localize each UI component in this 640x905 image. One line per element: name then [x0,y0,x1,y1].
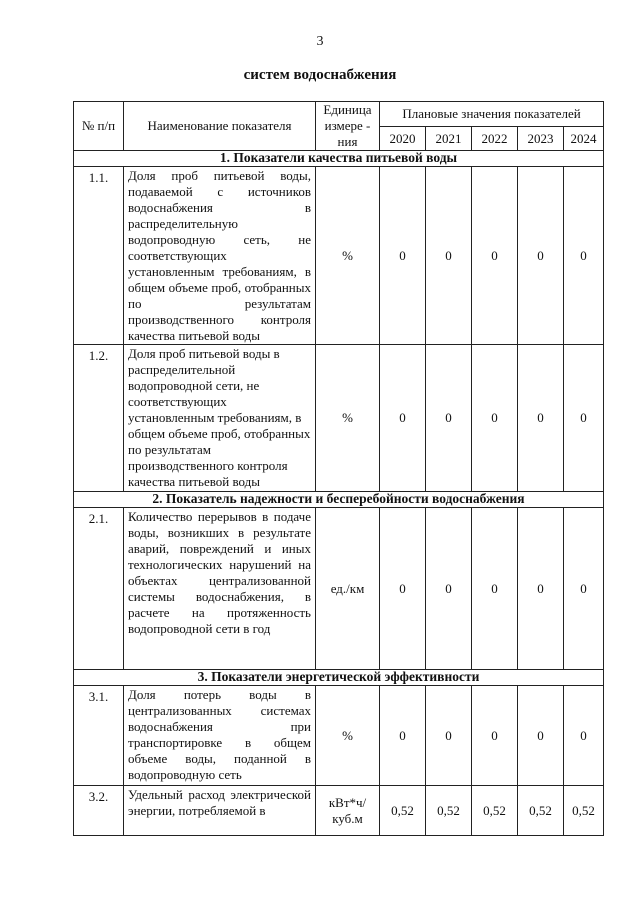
row-number: 3.1. [74,686,124,786]
row-value: 0,52 [472,786,518,836]
row-unit: ед./км [316,508,380,670]
row-value: 0 [472,345,518,492]
header-year: 2021 [426,127,472,151]
table-row [74,508,604,670]
row-value: 0,52 [518,786,564,836]
row-name: Количество перерывов в подаче воды, возникших в результате аварий, повреждений и иных технологических нарушений на объектах централизованной системы водоснабжения, в расчете на протяженность водопроводной сети в год [124,508,316,670]
row-number: 3.2. [74,786,124,836]
row-value: 0,52 [564,786,604,836]
row-value: 0 [518,167,564,345]
row-value: 0 [426,345,472,492]
section-title: 2. Показатель надежности и бесперебойности водоснабжения [74,492,604,508]
section-title: 3. Показатели энергетической эффективности [74,670,604,686]
header-year: 2024 [564,127,604,151]
header-plan: Плановые значения показателей [380,102,604,127]
row-unit: % [316,167,380,345]
row-value: 0 [564,686,604,786]
section-row [74,670,604,686]
row-value: 0 [380,167,426,345]
header-unit: Единица измере - ния [316,102,380,151]
row-name: Доля проб питьевой воды в распределительной водопроводной сети, не соответствующих установленным требованиям, в общем объеме проб, отобранных по результатам производственного контроля качества питьевой воды [124,345,316,492]
row-value: 0 [518,345,564,492]
row-unit: % [316,686,380,786]
row-value: 0 [380,345,426,492]
row-value: 0 [564,508,604,670]
row-name: Доля проб питьевой воды, подаваемой с источников водоснабжения в распределительную водопроводную сеть, не соответствующих установленным требованиям, в общем объеме проб, отобранных по результатам производственного контроля качества питьевой воды [124,167,316,345]
row-value: 0 [472,508,518,670]
row-value: 0 [518,508,564,670]
table-row [74,345,604,492]
row-unit: % [316,345,380,492]
header-year: 2023 [518,127,564,151]
row-number: 1.2. [74,345,124,492]
row-value: 0,52 [426,786,472,836]
row-value: 0 [472,167,518,345]
row-value: 0 [472,686,518,786]
table-row [74,167,604,345]
row-value: 0 [380,686,426,786]
header-num: № п/п [74,102,124,151]
row-name: Доля потерь воды в централизованных системах водоснабжения при транспортировке в общем объеме воды, поданной в водопроводную сеть [124,686,316,786]
table-row [74,786,604,836]
row-value: 0 [518,686,564,786]
row-value: 0 [426,508,472,670]
row-value: 0 [380,508,426,670]
row-unit: кВт*ч/ куб.м [316,786,380,836]
row-number: 2.1. [74,508,124,670]
row-value: 0 [564,345,604,492]
header-year: 2022 [472,127,518,151]
section-row [74,151,604,167]
row-value: 0,52 [380,786,426,836]
section-row [74,492,604,508]
indicators-table [73,101,604,836]
row-value: 0 [426,167,472,345]
row-name: Удельный расход электрической энергии, потребляемой в [124,786,316,836]
page-number: 3 [316,34,324,49]
header-year: 2020 [380,127,426,151]
row-number: 1.1. [74,167,124,345]
table-row [74,686,604,786]
section-title: 1. Показатели качества питьевой воды [74,151,604,167]
header-name: Наименование показателя [124,102,316,151]
row-value: 0 [564,167,604,345]
row-value: 0 [426,686,472,786]
header-row-1 [74,102,604,127]
page-heading: систем водоснабжения [243,67,397,83]
